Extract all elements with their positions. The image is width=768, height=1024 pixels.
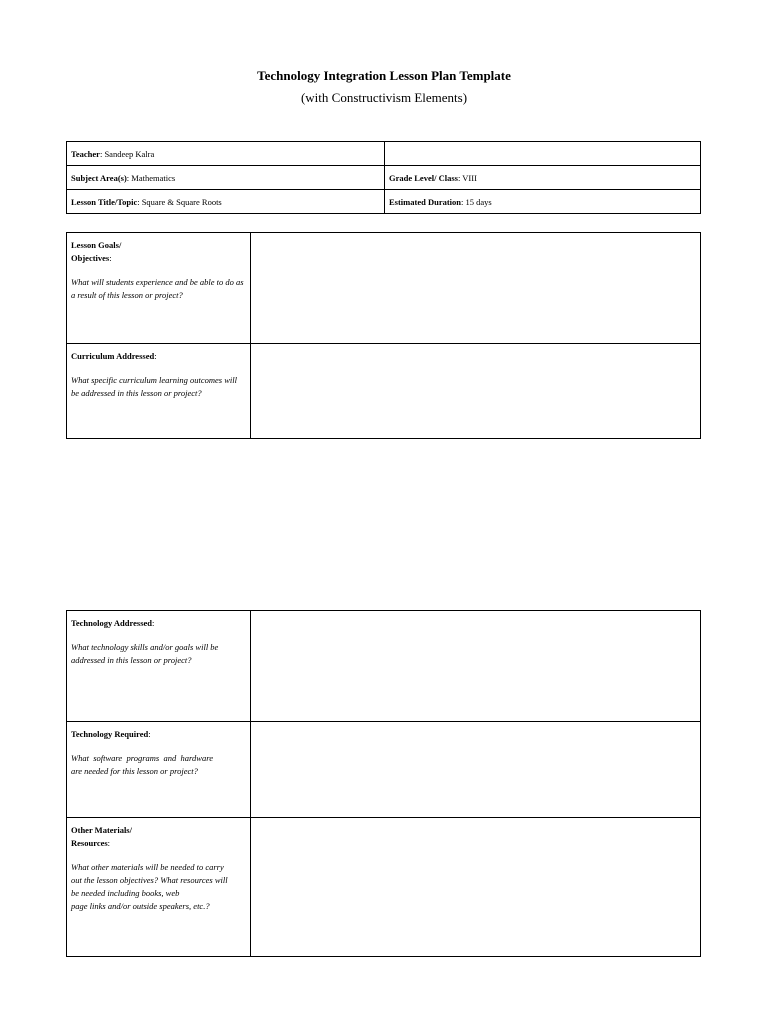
goals-question: What will students experience and be able to do as a result of this lesson or project?: [71, 277, 244, 300]
technology-addressed-heading-text: Technology Addressed: [71, 618, 153, 628]
other-materials-question: [71, 861, 246, 913]
curriculum-heading-text: Curriculum Addressed: [71, 351, 155, 361]
grade-label: Grade Level/ Class: [389, 172, 458, 183]
other-materials-entry-cell[interactable]: [251, 818, 701, 957]
other-materials-heading: [71, 824, 246, 850]
technology-required-heading-suffix: :: [148, 729, 151, 739]
grade-value: : VIII: [457, 172, 477, 183]
document-title: Technology Integration Lesson Plan Template: [257, 68, 511, 83]
info-row-lesson: [67, 190, 701, 214]
goals-entry-cell[interactable]: [251, 233, 701, 344]
other-materials-question-line1: What other materials will be needed to carry out the lesson objectives? What resources will be needed including books, web: [71, 862, 228, 898]
goals-label-cell: [67, 233, 251, 344]
curriculum-label-cell: [67, 344, 251, 439]
goals-heading-line2: Objectives: [71, 253, 110, 263]
lesson-cell: [67, 190, 385, 214]
technology-required-question: What software programs and hardware are needed for this lesson or project?: [71, 753, 213, 776]
subject-label: Subject Area(s): [71, 172, 127, 183]
lesson-value: : Square & Square Roots: [137, 196, 222, 207]
subject-cell: [67, 166, 385, 190]
empty-cell: [385, 142, 701, 166]
other-materials-heading-line1: Other Materials/: [71, 825, 132, 835]
goals-heading: [71, 239, 246, 265]
info-row-teacher: [67, 142, 701, 166]
technology-required-heading-text: Technology Required: [71, 729, 149, 739]
teacher-label: Teacher: [71, 148, 100, 159]
goals-heading-line1: Lesson Goals/: [71, 240, 122, 250]
duration-label: Estimated Duration: [389, 196, 462, 207]
other-materials-heading-line2: Resources: [71, 838, 108, 848]
lesson-info-table: [66, 141, 701, 214]
teacher-cell: [67, 142, 385, 166]
duration-value: : 15 days: [461, 196, 492, 207]
teacher-value: : Sandeep Kalra: [99, 148, 155, 159]
other-materials-row: [67, 818, 701, 957]
technology-addressed-heading-suffix: :: [152, 618, 155, 628]
technology-addressed-entry-cell[interactable]: [251, 611, 701, 722]
grade-cell: [385, 166, 701, 190]
other-materials-heading-suffix: :: [107, 838, 111, 848]
technology-addressed-label-cell: [67, 611, 251, 722]
technology-required-row: [67, 722, 701, 818]
other-materials-question-line2: page links and/or outside speakers, etc.?: [71, 901, 210, 911]
curriculum-row: [67, 344, 701, 439]
curriculum-question: What specific curriculum learning outcomes will be addressed in this lesson or project?: [71, 375, 237, 398]
document-subtitle: (with Constructivism Elements): [300, 90, 468, 105]
info-row-subject: [67, 166, 701, 190]
technology-required-label-cell: [67, 722, 251, 818]
curriculum-heading: [71, 350, 246, 363]
goals-curriculum-table: [66, 232, 701, 439]
curriculum-heading-suffix: :: [154, 351, 157, 361]
technology-materials-table: [66, 610, 701, 957]
goals-heading-suffix: :: [109, 253, 112, 263]
curriculum-entry-cell[interactable]: [251, 344, 701, 439]
technology-addressed-row: [67, 611, 701, 722]
duration-cell: [385, 190, 701, 214]
technology-addressed-question: What technology skills and/or goals will be addressed in this lesson or project?: [71, 642, 219, 665]
other-materials-label-cell: [67, 818, 251, 957]
goals-row: [67, 233, 701, 344]
subject-value: : Mathematics: [126, 172, 176, 183]
technology-required-heading: [71, 728, 246, 741]
technology-required-entry-cell[interactable]: [251, 722, 701, 818]
lesson-label: Lesson Title/Topic: [71, 196, 138, 207]
technology-addressed-heading: [71, 617, 246, 630]
